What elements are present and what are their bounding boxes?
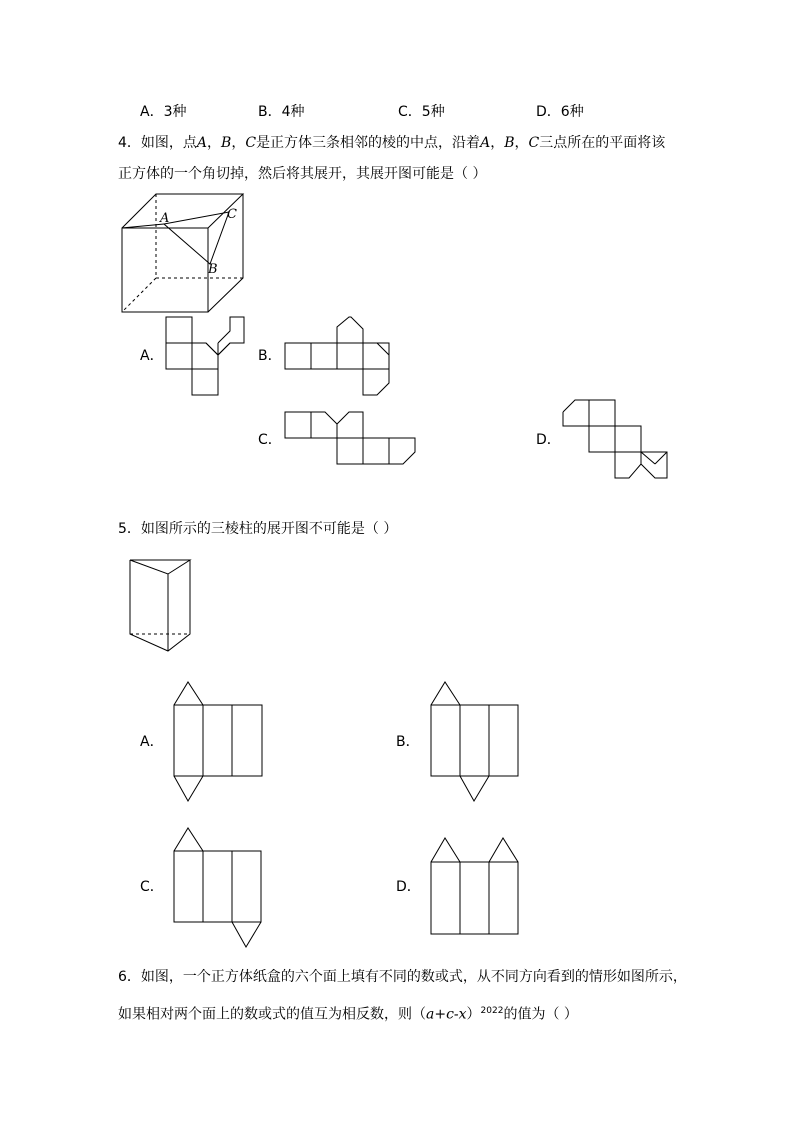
q4-question-line1: 4．如图，点A，B，C是正方体三条相邻的棱的中点，沿着A，B，C三点所在的平面将该 — [118, 135, 666, 151]
q5-option-c-label: C． — [140, 879, 164, 895]
q4-option-b-net — [280, 314, 395, 399]
q6-question-line2: 如果相对两个面上的数或式的值互为相反数，则$(a+c-x)^{2022}$的值为（ ） — [118, 1006, 578, 1023]
q5-prism-figure — [126, 556, 196, 656]
q4-option-d-net — [558, 395, 673, 485]
q4-option-c-label: C． — [258, 432, 282, 448]
q5-question: 5．如图所示的三棱柱的展开图不可能是（ ） — [118, 521, 398, 537]
q6-question-line1: 6．如图，一个正方体纸盒的六个面上填有不同的数或式，从不同方向看到的情形如图所示， — [118, 969, 687, 985]
q5-option-d-label: D． — [396, 879, 421, 895]
cube-label-a: A — [160, 211, 170, 226]
q4-question-line2: 正方体的一个角切掉，然后将其展开，其展开图可能是（ ） — [118, 166, 487, 182]
q5-option-a-net — [170, 678, 270, 806]
q4-option-a-label: A． — [140, 348, 164, 364]
q5-option-d-net — [427, 834, 527, 938]
q4-option-d-label: D． — [536, 432, 561, 448]
q3-option-c: C．5种 — [398, 104, 445, 120]
cube-label-c: C — [227, 207, 237, 222]
q5-option-c-net — [170, 824, 270, 952]
q4-option-b-label: B． — [258, 348, 282, 364]
q4-option-a-net — [160, 314, 250, 399]
q4-option-c-net — [280, 405, 420, 470]
q3-option-b: B．4种 — [258, 104, 305, 120]
q5-option-a-label: A． — [140, 734, 164, 750]
q5-option-b-net — [427, 678, 527, 806]
q3-option-d: D．6种 — [536, 104, 584, 120]
cube-label-b: B — [208, 262, 218, 277]
q3-option-a: A．3种 — [140, 104, 187, 120]
q5-option-b-label: B． — [396, 734, 420, 750]
